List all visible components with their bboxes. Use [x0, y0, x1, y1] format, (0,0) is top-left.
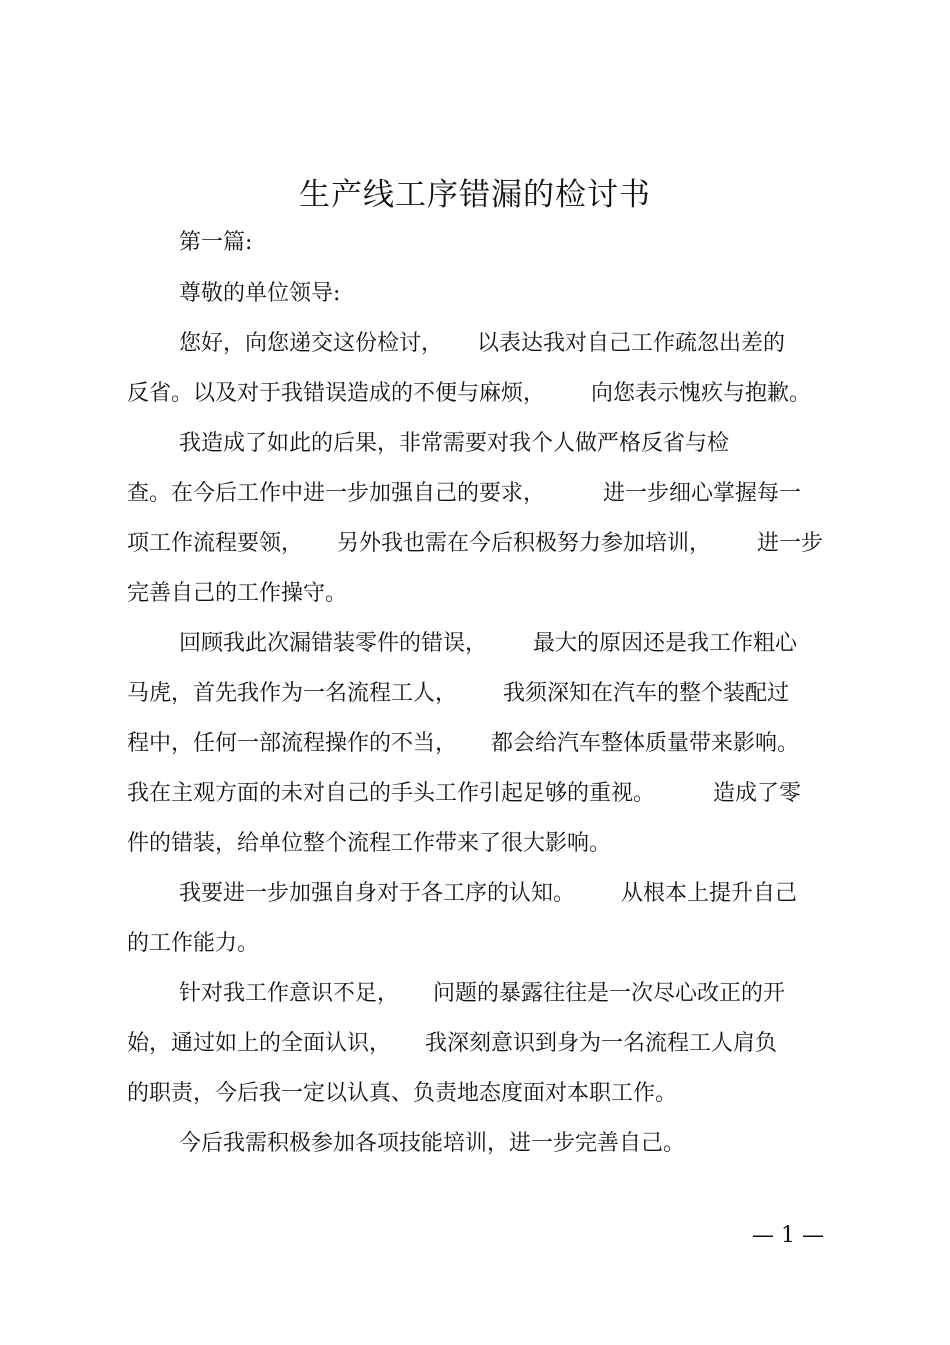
- paragraph-3-line-2: [127, 677, 789, 711]
- text-span: 向您表示愧疚与抱歉。: [591, 381, 812, 406]
- text-span: 造成了零: [713, 781, 802, 806]
- text-span: 我在主观方面的未对自己的手头工作引起足够的重视。: [127, 781, 656, 806]
- paragraph-1-line-2: [127, 377, 811, 411]
- text-span: 查。在今后工作中进一步加强自己的要求，: [127, 481, 546, 506]
- text-span: 程中，任何一部流程操作的不当，: [127, 731, 458, 756]
- text-span: 问题的暴露往往是一次尽心改正的开: [433, 981, 786, 1006]
- text-span: 您好，向您递交这份检讨，: [179, 331, 444, 356]
- paragraph-3-line-3: [127, 727, 799, 761]
- text-span: 进一步: [757, 531, 824, 556]
- paragraph-2-line-4: 完善自己的工作操守。: [127, 581, 348, 606]
- text-span: 始，通过如上的全面认识，: [127, 1031, 392, 1056]
- text-span: 我深刻意识到身为一名流程工人肩负: [425, 1031, 778, 1056]
- paragraph-3-line-1: [179, 627, 797, 661]
- text-span: 另外我也需在今后积极努力参加培训，: [337, 531, 712, 556]
- paragraph-6-line-1: 今后我需积极参加各项技能培训，进一步完善自己。: [179, 1131, 686, 1156]
- chapter-label: 第一篇:: [179, 230, 253, 255]
- text-span: 回顾我此次漏错装零件的错误，: [179, 631, 488, 656]
- paragraph-4-line-2: 的工作能力。: [127, 931, 260, 956]
- text-span: 马虎，首先我作为一名流程工人，: [127, 681, 458, 706]
- page-number: — 1 —: [752, 1223, 824, 1248]
- paragraph-2-line-2: [127, 477, 801, 511]
- paragraph-3-line-4: [127, 777, 801, 811]
- text-span: 针对我工作意识不足，: [179, 981, 400, 1006]
- text-span: 都会给汽车整体质量带来影响。: [491, 731, 800, 756]
- paragraph-5-line-1: [179, 977, 785, 1011]
- text-span: 项工作流程要领，: [127, 531, 304, 556]
- text-span: 反省。以及对于我错误造成的不便与麻烦，: [127, 381, 546, 406]
- text-span: 从根本上提升自己: [621, 881, 798, 906]
- paragraph-4-line-1: [179, 877, 797, 911]
- salutation: 尊敬的单位领导:: [179, 281, 341, 306]
- text-span: 以表达我对自己工作疏忽出差的: [477, 331, 786, 356]
- paragraph-2-line-1: 我造成了如此的后果，非常需要对我个人做严格反省与检: [179, 431, 730, 456]
- paragraph-5-line-2: [127, 1027, 777, 1061]
- text-span: 最大的原因还是我工作粗心: [533, 631, 798, 656]
- paragraph-5-line-3: 的职责，今后我一定以认真、负责地态度面对本职工作。: [127, 1081, 678, 1106]
- document-title: 生产线工序错漏的检讨书: [299, 177, 651, 213]
- text-span: 我要进一步加强自身对于各工序的认知。: [179, 881, 576, 906]
- paragraph-3-line-5: 件的错装，给单位整个流程工作带来了很大影响。: [127, 831, 612, 856]
- paragraph-2-line-3: [127, 527, 823, 561]
- text-span: 我须深知在汽车的整个装配过: [503, 681, 790, 706]
- text-span: 进一步细心掌握每一: [603, 481, 802, 506]
- paragraph-1-line-1: [179, 327, 785, 361]
